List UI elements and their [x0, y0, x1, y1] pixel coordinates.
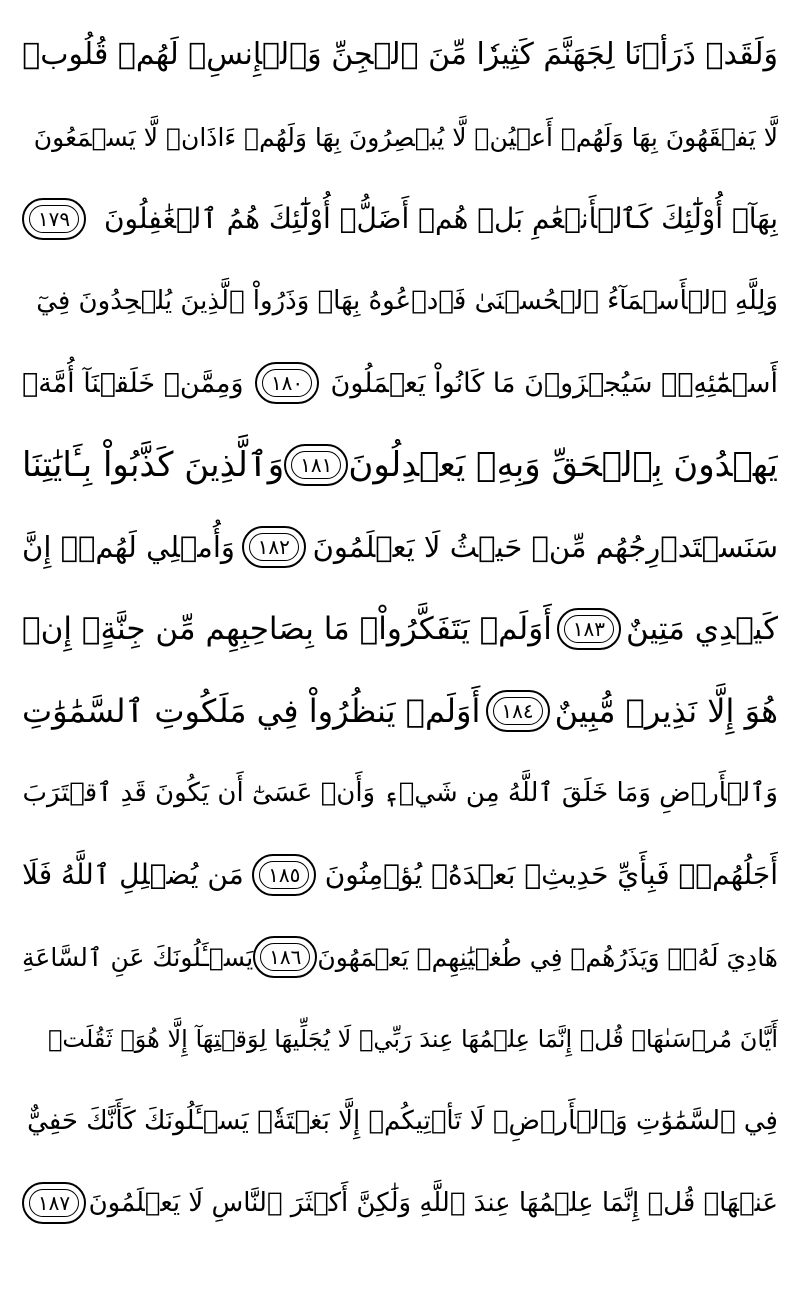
verse-text: أَوَلَمۡ يَتَفَكَّرُواْۗ مَا بِصَاحِبِهِم مِّن جِنَّةٍۚ إِنۡ — [22, 610, 552, 647]
verse-text: أَيَّانَ مُرۡسَىٰهَاۖ قُلۡ إِنَّمَا عِلۡمُهَا عِندَ رَبِّيۖ لَا يُجَلِّيهَا لِوَقۡتِهَآ إِلَّا هُوَۚ ثَقُلَتۡ — [48, 1025, 778, 1053]
ayah-number-marker: ١٨٦ — [253, 936, 317, 978]
verse-text: وَٱلَّذِينَ كَذَّبُواْ بِـَٔايَٰتِنَا — [22, 445, 285, 485]
text-line — [22, 998, 778, 1080]
text-line — [22, 342, 778, 424]
verse-text: أَوَلَمۡ يَنظُرُواْ فِي مَلَكُوتِ ٱلسَّمَٰوَٰتِ — [22, 692, 481, 730]
verse-text: وَٱلۡأَرۡضِ وَمَا خَلَقَ ٱللَّهُ مِن شَيۡءٖ وَأَنۡ عَسَىٰٓ أَن يَكُونَ قَدِ ٱقۡتَرَبَ — [22, 778, 778, 808]
verse-text: أَجَلُهُمۡۖ فَبِأَيِّ حَدِيثِۭ بَعۡدَهُۥ يُؤۡمِنُونَ — [324, 858, 778, 891]
text-line — [22, 670, 778, 752]
verse-text: أَسۡمَٰٓئِهِۦۚ سَيُجۡزَوۡنَ مَا كَانُواْ يَعۡمَلُونَ — [330, 367, 778, 399]
text-line — [22, 1162, 778, 1244]
ayah-number-marker: ١٧٩ — [22, 198, 86, 240]
text-line — [22, 1080, 778, 1162]
verse-text: كَيۡدِي مَتِينٌ — [625, 610, 778, 647]
text-line — [22, 178, 778, 260]
ayah-number-marker: ١٨٣ — [557, 608, 621, 650]
verse-text: بِهَآۚ أُوْلَٰٓئِكَ كَٱلۡأَنۡعَٰمِ بَلۡ هُمۡ أَضَلُّۚ أُوْلَٰٓئِكَ هُمُ ٱلۡغَٰفِلُونَ — [103, 202, 778, 235]
verse-text: مَن يُضۡلِلِ ٱللَّهُ فَلَا — [22, 858, 244, 891]
text-line — [22, 752, 778, 834]
text-line — [22, 14, 778, 96]
verse-text: يَسۡـَٔلُونَكَ عَنِ ٱلسَّاعَةِ — [22, 942, 254, 972]
text-line — [22, 96, 778, 178]
ayah-number-marker: ١٨٠ — [255, 362, 319, 404]
verse-text: فِي ٱلسَّمَٰوَٰتِ وَٱلۡأَرۡضِۚ لَا تَأۡتِيكُمۡ إِلَّا بَغۡتَةٗۗ يَسۡـَٔلُونَكَ كَأَنَّكَ حَفِيٌّ — [27, 1106, 778, 1136]
verse-text: وَلِلَّهِ ٱلۡأَسۡمَآءُ ٱلۡحُسۡنَىٰ فَٱدۡعُوهُ بِهَاۖ وَذَرُواْ ٱلَّذِينَ يُلۡحِدُونَ فِيٓ — [36, 286, 778, 316]
ayah-number-marker: ١٨٧ — [22, 1182, 86, 1224]
text-line — [22, 834, 778, 916]
verse-text: هَادِيَ لَهُۥۚ وَيَذَرُهُمۡ فِي طُغۡيَٰنِهِمۡ يَعۡمَهُونَ — [317, 942, 778, 972]
text-line — [22, 260, 778, 342]
text-line — [22, 506, 778, 588]
verse-text: عَنۡهَاۖ قُلۡ إِنَّمَا عِلۡمُهَا عِندَ ٱللَّهِ وَلَٰكِنَّ أَكۡثَرَ ٱلنَّاسِ لَا يَعۡلَمُونَ — [88, 1188, 778, 1218]
verse-text: لَّا يَفۡقَهُونَ بِهَا وَلَهُمۡ أَعۡيُنٞ لَّا يُبۡصِرُونَ بِهَا وَلَهُمۡ ءَاذَانٞ لَّا يَسۡمَعُونَ — [33, 122, 778, 152]
verse-text: يَهۡدُونَ بِٱلۡحَقِّ وَبِهِۦ يَعۡدِلُونَ — [348, 445, 778, 485]
text-line — [22, 588, 778, 670]
verse-text: سَنَسۡتَدۡرِجُهُم مِّنۡ حَيۡثُ لَا يَعۡلَمُونَ — [312, 529, 778, 564]
verse-text: وَأُمۡلِي لَهُمۡۚ إِنَّ — [22, 529, 235, 564]
ayah-number-marker: ١٨١ — [284, 444, 348, 486]
ayah-number-marker: ١٨٥ — [252, 854, 316, 896]
ayah-number-marker: ١٨٤ — [486, 690, 550, 732]
text-line — [22, 916, 778, 998]
verse-text: وَلَقَدۡ ذَرَأۡنَا لِجَهَنَّمَ كَثِيرٗا مِّنَ ٱلۡجِنِّ وَٱلۡإِنسِۖ لَهُمۡ قُلُوبٞ — [22, 37, 778, 72]
verse-text: هُوَ إِلَّا نَذِيرٞ مُّبِينٌ — [554, 692, 778, 730]
text-line — [22, 424, 778, 506]
ayah-number-marker: ١٨٢ — [242, 526, 306, 568]
verse-text: وَمِمَّنۡ خَلَقۡنَآ أُمَّةٞ — [22, 367, 244, 399]
